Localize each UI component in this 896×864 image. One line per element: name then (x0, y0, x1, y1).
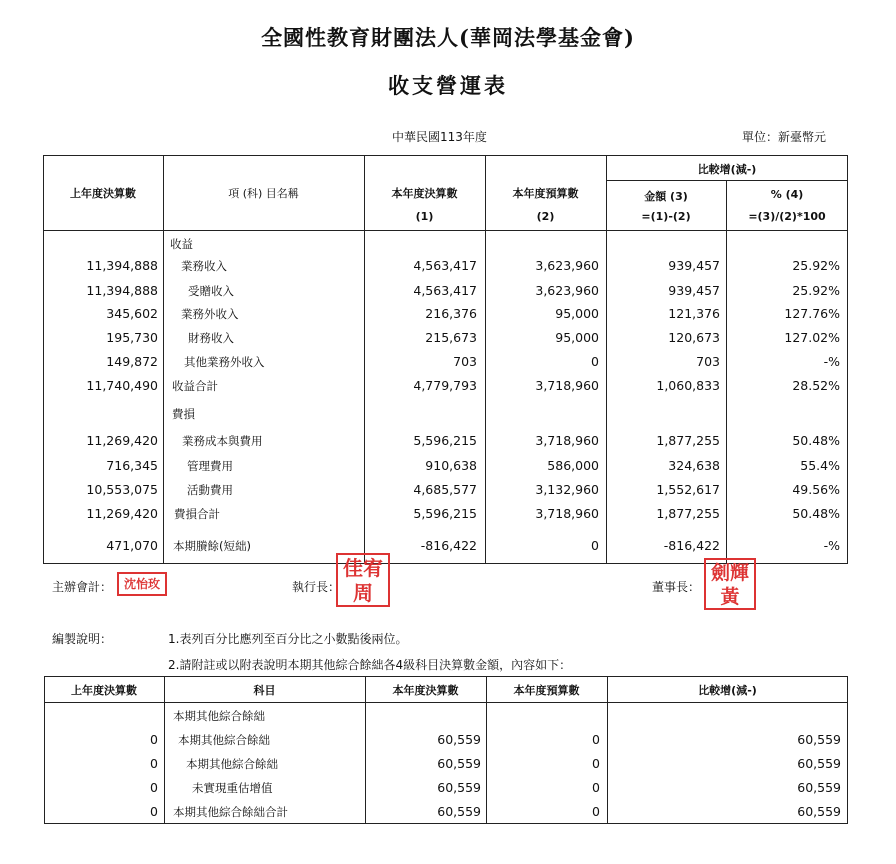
main-row-2-actual-cell: 4,563,417 (413, 283, 477, 298)
main-row-9-item-cell: 管理費用 (187, 459, 233, 473)
main-row-3-budget-cell: 95,000 (555, 306, 599, 321)
main-row-12-budget-cell: 0 (591, 538, 599, 553)
header-actual: 本年度決算數 (391, 187, 458, 200)
main-row-7-item-cell: 費損 (172, 407, 195, 421)
main-row-11-pct-cell: 50.48% (792, 506, 840, 521)
main-row-3-amount-cell: 121,376 (668, 306, 720, 321)
sub-row-4-compare-cell: 60,559 (797, 804, 841, 819)
sub-row-4-item-cell: 本期其他綜合餘絀合計 (173, 805, 288, 819)
accountant-seal: 沈怡玫 (117, 572, 167, 596)
header-item: 項 (科) 目名稱 (228, 187, 299, 200)
main-row-10-budget-cell: 3,132,960 (535, 482, 599, 497)
header-amount-formula: =(1)-(2) (641, 210, 691, 223)
header-pct: % (4) (770, 188, 804, 201)
main-row-8-budget-cell: 3,718,960 (535, 433, 599, 448)
page-title: 全國性教育財團法人(華岡法學基金會) (261, 25, 635, 50)
main-row-8-prior-cell: 11,269,420 (86, 433, 158, 448)
main-row-5-actual-cell: 703 (453, 354, 477, 369)
sub-row-3-item-cell: 未實現重估增值 (192, 781, 273, 795)
main-row-8-amount-cell: 1,877,255 (656, 433, 720, 448)
sub-header-actual: 本年度決算數 (392, 684, 459, 697)
sub-row-2-actual-cell: 60,559 (437, 756, 481, 771)
sub-header-compare: 比較增(減-) (698, 684, 757, 697)
main-row-10-prior-cell: 10,553,075 (86, 482, 158, 497)
main-row-6-pct-cell: 28.52% (792, 378, 840, 393)
main-row-11-prior-cell: 11,269,420 (86, 506, 158, 521)
main-row-4-amount-cell: 120,673 (668, 330, 720, 345)
sub-row-3-prior-cell: 0 (150, 780, 158, 795)
main-row-4-budget-cell: 95,000 (555, 330, 599, 345)
main-row-11-budget-cell: 3,718,960 (535, 506, 599, 521)
main-row-11-item-cell: 費損合計 (174, 507, 220, 521)
report-subtitle: 收支營運表 (388, 73, 508, 98)
main-row-11-amount-cell: 1,877,255 (656, 506, 720, 521)
note-1: 1.表列百分比應列至百分比之小數點後兩位。 (168, 632, 408, 646)
sub-row-1-compare-cell: 60,559 (797, 732, 841, 747)
header-actual-no: (1) (415, 210, 434, 223)
main-row-2-item-cell: 受贈收入 (188, 284, 234, 298)
sub-row-3-budget-cell: 0 (592, 780, 600, 795)
sub-row-2-item-cell: 本期其他綜合餘絀 (186, 757, 278, 771)
main-row-3-item-cell: 業務外收入 (181, 307, 239, 321)
header-budget: 本年度預算數 (512, 187, 579, 200)
main-row-4-prior-cell: 195,730 (106, 330, 158, 345)
main-row-9-amount-cell: 324,638 (668, 458, 720, 473)
sub-row-3-actual-cell: 60,559 (437, 780, 481, 795)
main-row-1-item-cell: 業務收入 (181, 259, 227, 273)
currency-unit: 單位：新臺幣元 (742, 130, 827, 144)
executive-seal: 佳宥周 (336, 553, 390, 607)
main-row-1-actual-cell: 4,563,417 (413, 258, 477, 273)
main-row-4-item-cell: 財務收入 (188, 331, 234, 345)
main-row-6-actual-cell: 4,779,793 (413, 378, 477, 393)
main-row-1-prior-cell: 11,394,888 (86, 258, 158, 273)
main-row-11-actual-cell: 5,596,215 (413, 506, 477, 521)
chairman-label: 董事長： (652, 580, 701, 594)
main-row-8-pct-cell: 50.48% (792, 433, 840, 448)
main-row-8-item-cell: 業務成本與費用 (182, 434, 263, 448)
main-row-12-pct-cell: -% (823, 538, 840, 553)
main-row-10-item-cell: 活動費用 (187, 483, 233, 497)
main-row-1-pct-cell: 25.92% (792, 258, 840, 273)
main-row-2-budget-cell: 3,623,960 (535, 283, 599, 298)
sub-row-1-actual-cell: 60,559 (437, 732, 481, 747)
sub-row-3-compare-cell: 60,559 (797, 780, 841, 795)
accountant-label: 主辦會計： (52, 580, 113, 594)
main-row-8-actual-cell: 5,596,215 (413, 433, 477, 448)
main-row-0-item-cell: 收益 (170, 237, 193, 251)
sub-header-prior: 上年度決算數 (71, 684, 137, 697)
main-row-4-actual-cell: 215,673 (425, 330, 477, 345)
sub-header-item: 科目 (253, 684, 276, 697)
main-row-12-amount-cell: -816,422 (663, 538, 720, 553)
main-row-12-item-cell: 本期賸餘(短絀) (173, 539, 251, 553)
main-row-6-budget-cell: 3,718,960 (535, 378, 599, 393)
main-row-12-actual-cell: -816,422 (420, 538, 477, 553)
sub-row-1-budget-cell: 0 (592, 732, 600, 747)
main-row-10-amount-cell: 1,552,617 (656, 482, 720, 497)
sub-row-1-item-cell: 本期其他綜合餘絀 (178, 733, 270, 747)
sub-row-4-actual-cell: 60,559 (437, 804, 481, 819)
sub-row-1-prior-cell: 0 (150, 732, 158, 747)
main-row-10-actual-cell: 4,685,577 (413, 482, 477, 497)
main-row-6-amount-cell: 1,060,833 (656, 378, 720, 393)
main-row-6-item-cell: 收益合計 (172, 379, 218, 393)
main-row-9-prior-cell: 716,345 (106, 458, 158, 473)
main-row-5-amount-cell: 703 (696, 354, 720, 369)
main-row-3-prior-cell: 345,602 (106, 306, 158, 321)
main-row-3-pct-cell: 127.76% (784, 306, 840, 321)
main-row-2-prior-cell: 11,394,888 (86, 283, 158, 298)
fiscal-year: 中華民國113年度 (392, 130, 487, 144)
main-row-9-actual-cell: 910,638 (425, 458, 477, 473)
main-row-9-pct-cell: 55.4% (800, 458, 840, 473)
header-prior: 上年度決算數 (70, 187, 136, 200)
sub-row-2-budget-cell: 0 (592, 756, 600, 771)
note-2: 2.請附註或以附表說明本期其他綜合餘絀各4級科目決算數金額，內容如下： (168, 658, 572, 672)
header-compare: 比較增(減-) (697, 163, 757, 176)
sub-row-4-budget-cell: 0 (592, 804, 600, 819)
main-row-2-amount-cell: 939,457 (668, 283, 720, 298)
header-budget-no: (2) (536, 210, 555, 223)
main-row-5-prior-cell: 149,872 (106, 354, 158, 369)
chairman-seal: 劍輝黃 (704, 558, 756, 610)
sub-row-2-prior-cell: 0 (150, 756, 158, 771)
header-amount: 金額 (3) (644, 190, 688, 203)
main-row-1-budget-cell: 3,623,960 (535, 258, 599, 273)
main-row-1-amount-cell: 939,457 (668, 258, 720, 273)
main-row-3-actual-cell: 216,376 (425, 306, 477, 321)
sub-header-budget: 本年度預算數 (513, 684, 580, 697)
executive-label: 執行長： (292, 580, 341, 594)
main-row-6-prior-cell: 11,740,490 (86, 378, 158, 393)
sub-row-4-prior-cell: 0 (150, 804, 158, 819)
main-row-5-budget-cell: 0 (591, 354, 599, 369)
main-row-12-prior-cell: 471,070 (106, 538, 158, 553)
sub-row-2-compare-cell: 60,559 (797, 756, 841, 771)
main-row-9-budget-cell: 586,000 (547, 458, 599, 473)
main-row-4-pct-cell: 127.02% (784, 330, 840, 345)
main-row-5-item-cell: 其他業務外收入 (184, 355, 265, 369)
main-row-2-pct-cell: 25.92% (792, 283, 840, 298)
sub-row-0-item-cell: 本期其他綜合餘絀 (173, 709, 265, 723)
header-pct-formula: =(3)/(2)*100 (748, 210, 826, 223)
main-row-10-pct-cell: 49.56% (792, 482, 840, 497)
main-row-5-pct-cell: -% (823, 354, 840, 369)
notes-label: 編製說明： (52, 632, 113, 646)
